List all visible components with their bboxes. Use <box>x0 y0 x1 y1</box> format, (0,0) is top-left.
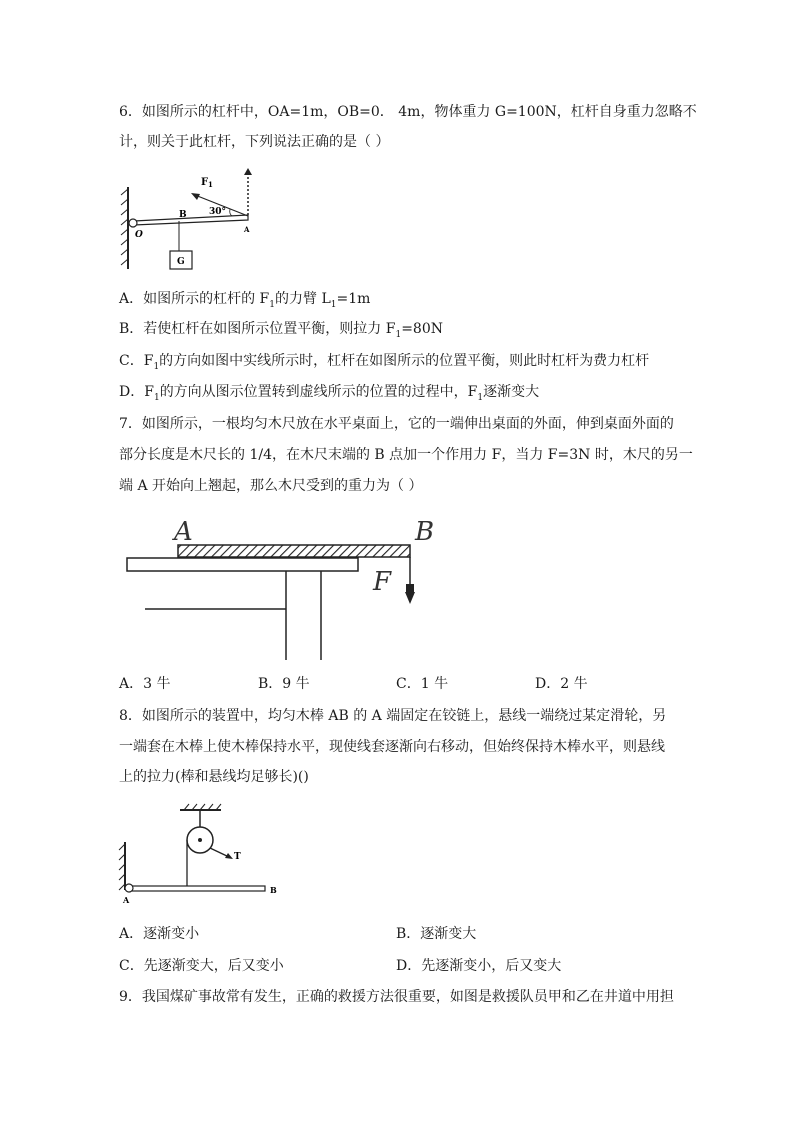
q6-option-a[interactable]: A．如图所示的杠杆的 $F_1$的力臂 $L_1=1m$ <box>119 291 371 310</box>
q8-label-T: T <box>234 852 241 862</box>
q8-option-a[interactable]: A．逐渐变小 <box>119 926 200 942</box>
q6-text-line1: 6．如图所示的杠杆中，OA=1m，OB=0． 4m，物体重力 G=100N，杠杆自身重力忽略不 <box>119 104 697 120</box>
q7-text-line3: 端 A 开始向上翘起，那么木尺受到的重力为（ ） <box>119 478 423 494</box>
q7-label-A: A <box>174 517 193 547</box>
q7-option-a[interactable]: A．3 牛 <box>119 676 171 692</box>
q6-option-d[interactable]: D．$F_1$的方向从图示位置转到虚线所示的位置的过程中，$F_1$逐渐变大 <box>119 384 540 403</box>
q6-label-G: G <box>177 257 185 267</box>
q8-label-B: B <box>270 885 277 895</box>
q6-text-line2: 计，则关于此杠杆，下列说法正确的是（ ） <box>119 134 390 150</box>
q6-option-c[interactable]: C．$F_1$的方向如图中实线所示时，杠杆在如图所示的位置平衡，则此时杠杆为费力杠杆 <box>119 353 650 372</box>
q9-text-line1: 9．我国煤矿事故常有发生，正确的救援方法很重要，如图是救援队员甲和乙在井道中用担 <box>119 989 674 1005</box>
q8-text-line2: 一端套在木棒上使木棒保持水平，现使线套逐渐向右移动，但始终保持木棒水平，则悬线 <box>119 739 665 755</box>
q7-ruler-figure <box>120 512 440 662</box>
q8-option-b[interactable]: B．逐渐变大 <box>396 926 477 942</box>
q8-label-A: A <box>123 895 130 905</box>
q6-label-A: A <box>244 225 250 234</box>
q6-label-F1: F <box>201 177 209 188</box>
q7-option-b[interactable]: B．9 牛 <box>258 676 310 692</box>
q6-label-angle: 30° <box>209 207 227 217</box>
q8-text-line1: 8．如图所示的装置中，均匀木棒 AB 的 A 端固定在铰链上，悬线一端绕过某定滑轮，另 <box>119 708 667 724</box>
q8-option-c[interactable]: C．先逐渐变大，后又变小 <box>119 958 284 974</box>
q7-text-line2: 部分长度是木尺长的 1/4，在木尺末端的 B 点加一个作用力 F，当力 F=3N 时，木尺的另一 <box>119 447 693 463</box>
q6-label-B: B <box>179 210 187 220</box>
q8-option-d[interactable]: D．先逐渐变小，后又变大 <box>396 958 562 974</box>
q6-label-F1-sub: 1 <box>208 180 213 189</box>
q6-lever-figure <box>118 165 258 275</box>
q8-pulley-figure <box>118 800 288 910</box>
q6-label-O: O <box>135 230 143 240</box>
q8-text-line3: 上的拉力(棒和悬线均足够长)() <box>119 769 309 785</box>
q7-label-F: F <box>373 567 392 597</box>
q7-option-c[interactable]: C．1 牛 <box>396 676 449 692</box>
q7-option-d[interactable]: D．2 牛 <box>535 676 588 692</box>
q7-text-line1: 7．如图所示，一根均匀木尺放在水平桌面上，它的一端伸出桌面的外面，伸到桌面外面的 <box>119 416 674 432</box>
q7-label-B: B <box>415 517 435 547</box>
q6-option-b[interactable]: B．若使杠杆在如图所示位置平衡，则拉力 $F_1=80N$ <box>119 321 443 340</box>
